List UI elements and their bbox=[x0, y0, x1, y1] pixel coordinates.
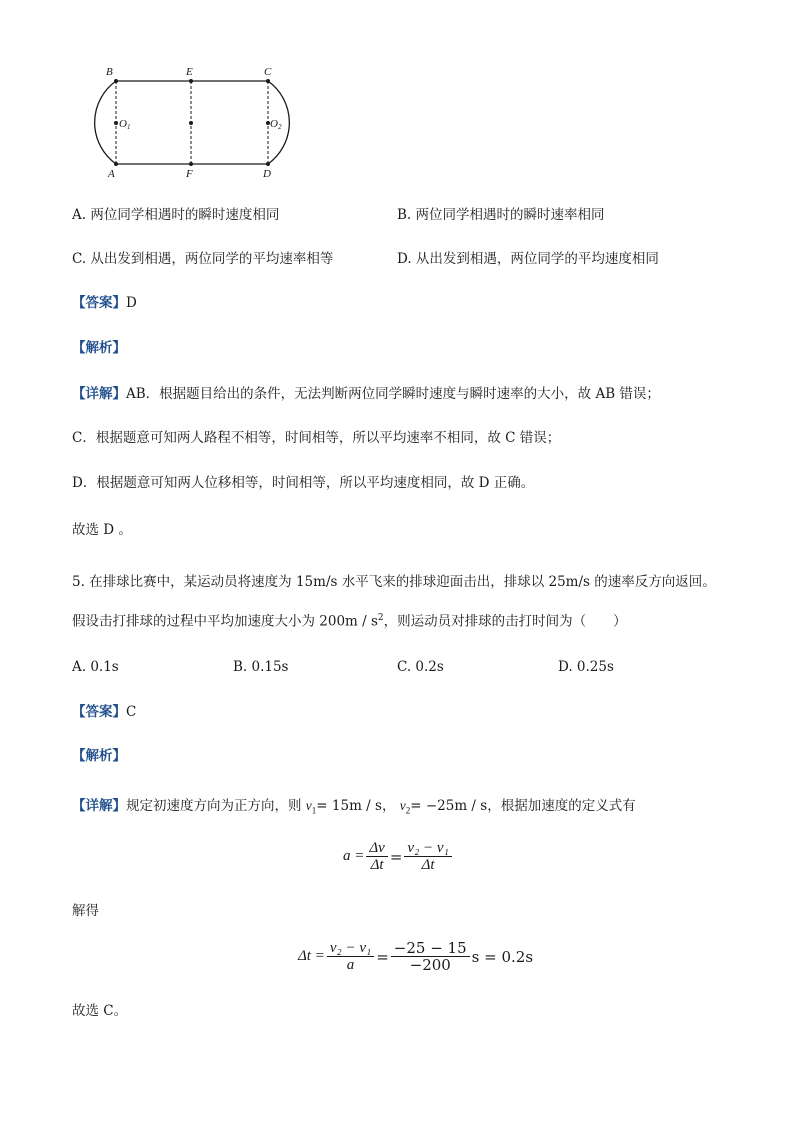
q5-option-b: B. 0.15s bbox=[233, 659, 289, 675]
q5-conclusion: 故选 C。 bbox=[72, 1003, 128, 1019]
option-c: C. 从出发到相遇，两位同学的平均速率相等 bbox=[72, 251, 334, 267]
label-b: B bbox=[106, 66, 113, 78]
q4-detail-2: C．根据题意可知两人路程不相等，时间相等，所以平均速率不相同，故 C 错误； bbox=[72, 430, 561, 446]
label-c: C bbox=[264, 66, 272, 78]
q5-stem-line-2: 假设击打排球的过程中平均加速度大小为 $200m / s^2$，则运动员对排球的击打时间为（ ） bbox=[72, 613, 627, 630]
point-d bbox=[266, 162, 270, 166]
answer-value: D bbox=[126, 295, 137, 311]
point-c bbox=[266, 79, 270, 83]
q5-detail: 【详解】规定初速度方向为正方向，则 $v_1= 15m / s$， $v_2= -25m / s$，根据加速度的定义式有 bbox=[72, 798, 636, 816]
q4-detail-1: 【详解】AB．根据题目给出的条件，无法判断两位同学瞬时速度与瞬时速率的大小，故 AB 错误； bbox=[72, 386, 660, 402]
point-b bbox=[114, 79, 118, 83]
label-o1: O1 bbox=[119, 118, 131, 131]
point-mid bbox=[189, 121, 193, 125]
q4-answer bbox=[72, 293, 137, 313]
racetrack-figure bbox=[60, 60, 330, 190]
point-f bbox=[189, 162, 193, 166]
label-o2: O2 bbox=[270, 118, 282, 131]
label-f: F bbox=[186, 168, 193, 180]
equation-acceleration: a = $\frac{\Delta v}{\Delta t}$ = $\frac{\text{v₂ − v₁}}{\Delta t}$ bbox=[343, 840, 454, 873]
q5-answer: 【答案】C bbox=[72, 704, 137, 720]
option-a: A. 两位同学相遇时的瞬时速度相同 bbox=[72, 207, 280, 223]
point-e bbox=[189, 79, 193, 83]
q4-conclusion: 故选 D 。 bbox=[72, 522, 132, 538]
q5-option-c: C. 0.2s bbox=[397, 659, 444, 675]
q5-option-d: D. 0.25s bbox=[558, 659, 614, 675]
label-d: D bbox=[263, 168, 271, 180]
q5-solve-label: 解得 bbox=[72, 903, 99, 919]
label-a: A bbox=[108, 168, 115, 180]
answer-tag: 【答案】 bbox=[72, 295, 126, 311]
option-d: D. 从出发到相遇，两位同学的平均速度相同 bbox=[397, 251, 659, 267]
point-a bbox=[114, 162, 118, 166]
label-e: E bbox=[186, 66, 193, 78]
point-o1 bbox=[114, 121, 118, 125]
q5-stem-line-1: 5. 在排球比赛中，某运动员将速度为 15m/s 水平飞来的排球迎面击出，排球以 25m/s 的速率反方向返回。 bbox=[72, 574, 716, 590]
equation-time: Δt = $\frac{\text{v₂ − v₁}}{a}$ = $\frac{-25 - 15}{-200}$ s = 0.2s bbox=[298, 939, 534, 974]
option-b: B. 两位同学相遇时的瞬时速率相同 bbox=[397, 207, 605, 223]
q4-analysis-heading: 【解析】 bbox=[72, 340, 126, 356]
q4-detail-3: D．根据题意可知两人位移相等，时间相等，所以平均速度相同，故 D 正确。 bbox=[72, 475, 535, 491]
q5-analysis-heading: 【解析】 bbox=[72, 748, 126, 764]
q5-option-a: A. 0.1s bbox=[72, 659, 119, 675]
